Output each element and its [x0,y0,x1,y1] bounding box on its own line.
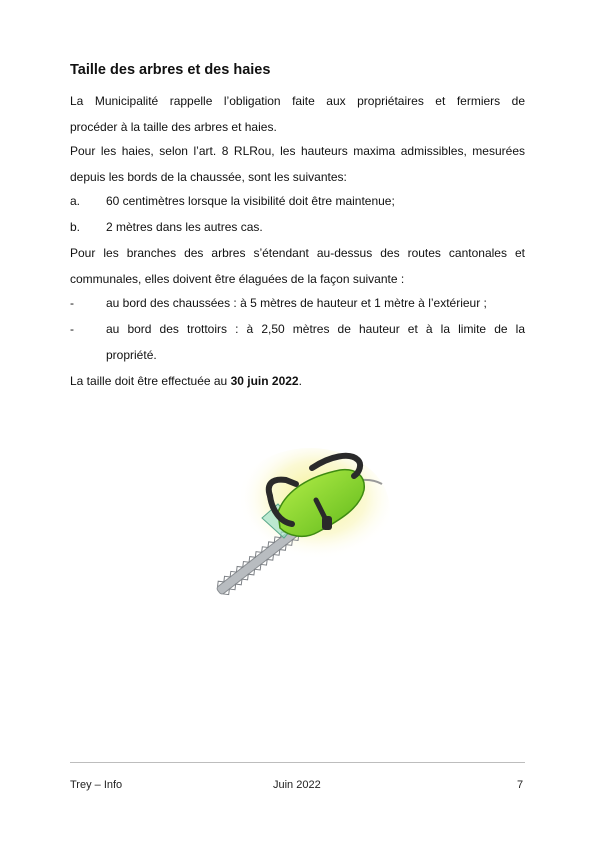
hedge-trimmer-illustration [200,440,390,610]
paragraph-tree-branches [70,240,525,292]
paragraph-line: procéder à la taille des arbres et haies. [70,120,277,134]
footer-divider [70,762,525,763]
footer-date: Juin 2022 [273,779,321,791]
paragraph-municipality-reminder [70,88,525,140]
deadline-date: 30 juin 2022 [230,374,299,388]
list-marker: - [70,296,74,310]
paragraph-hedges-rule [70,138,525,190]
footer-publication: Trey – Info [70,779,123,791]
paragraph-line: communales, elles doivent être élaguées de la façon suivante : [70,272,405,286]
list-item [70,316,525,368]
list-item [70,290,525,316]
list-marker: b. [70,220,81,234]
section-heading: Taille des arbres et des haies [70,62,271,78]
paragraph-line: Pour les branches des arbres s’étendant au-dessus des routes cantonales et [70,246,525,260]
list-item-text: propriété. [106,348,157,362]
list-item-text: au bord des trottoirs : à 2,50 mètres de hauteur et à la limite de la [106,322,525,336]
deadline-prefix: La taille doit être effectuée au [70,374,231,388]
paragraph-line: Pour les haies, selon l’art. 8 RLRou, les hauteurs maxima admissibles, mesurées [70,144,525,158]
list-marker: - [70,322,74,336]
list-item-text: au bord des chaussées : à 5 mètres de hauteur et 1 mètre à l’extérieur ; [106,296,487,310]
list-item-text: 2 mètres dans les autres cas. [106,220,263,234]
deadline-suffix: . [298,374,302,388]
hedge-trimmer-icon [200,440,390,610]
list-marker: a. [70,194,81,208]
list-item-text: 60 centimètres lorsque la visibilité doit être maintenue; [106,194,395,208]
footer-page-number: 7 [517,779,524,791]
paragraph-line: La Municipalité rappelle l’obligation faite aux propriétaires et fermiers de [70,94,525,108]
list-item [70,188,525,214]
paragraph-line: depuis les bords de la chaussée, sont les suivantes: [70,170,347,184]
paragraph-line [70,368,525,394]
paragraph-deadline [70,368,525,394]
list-item [70,214,525,240]
